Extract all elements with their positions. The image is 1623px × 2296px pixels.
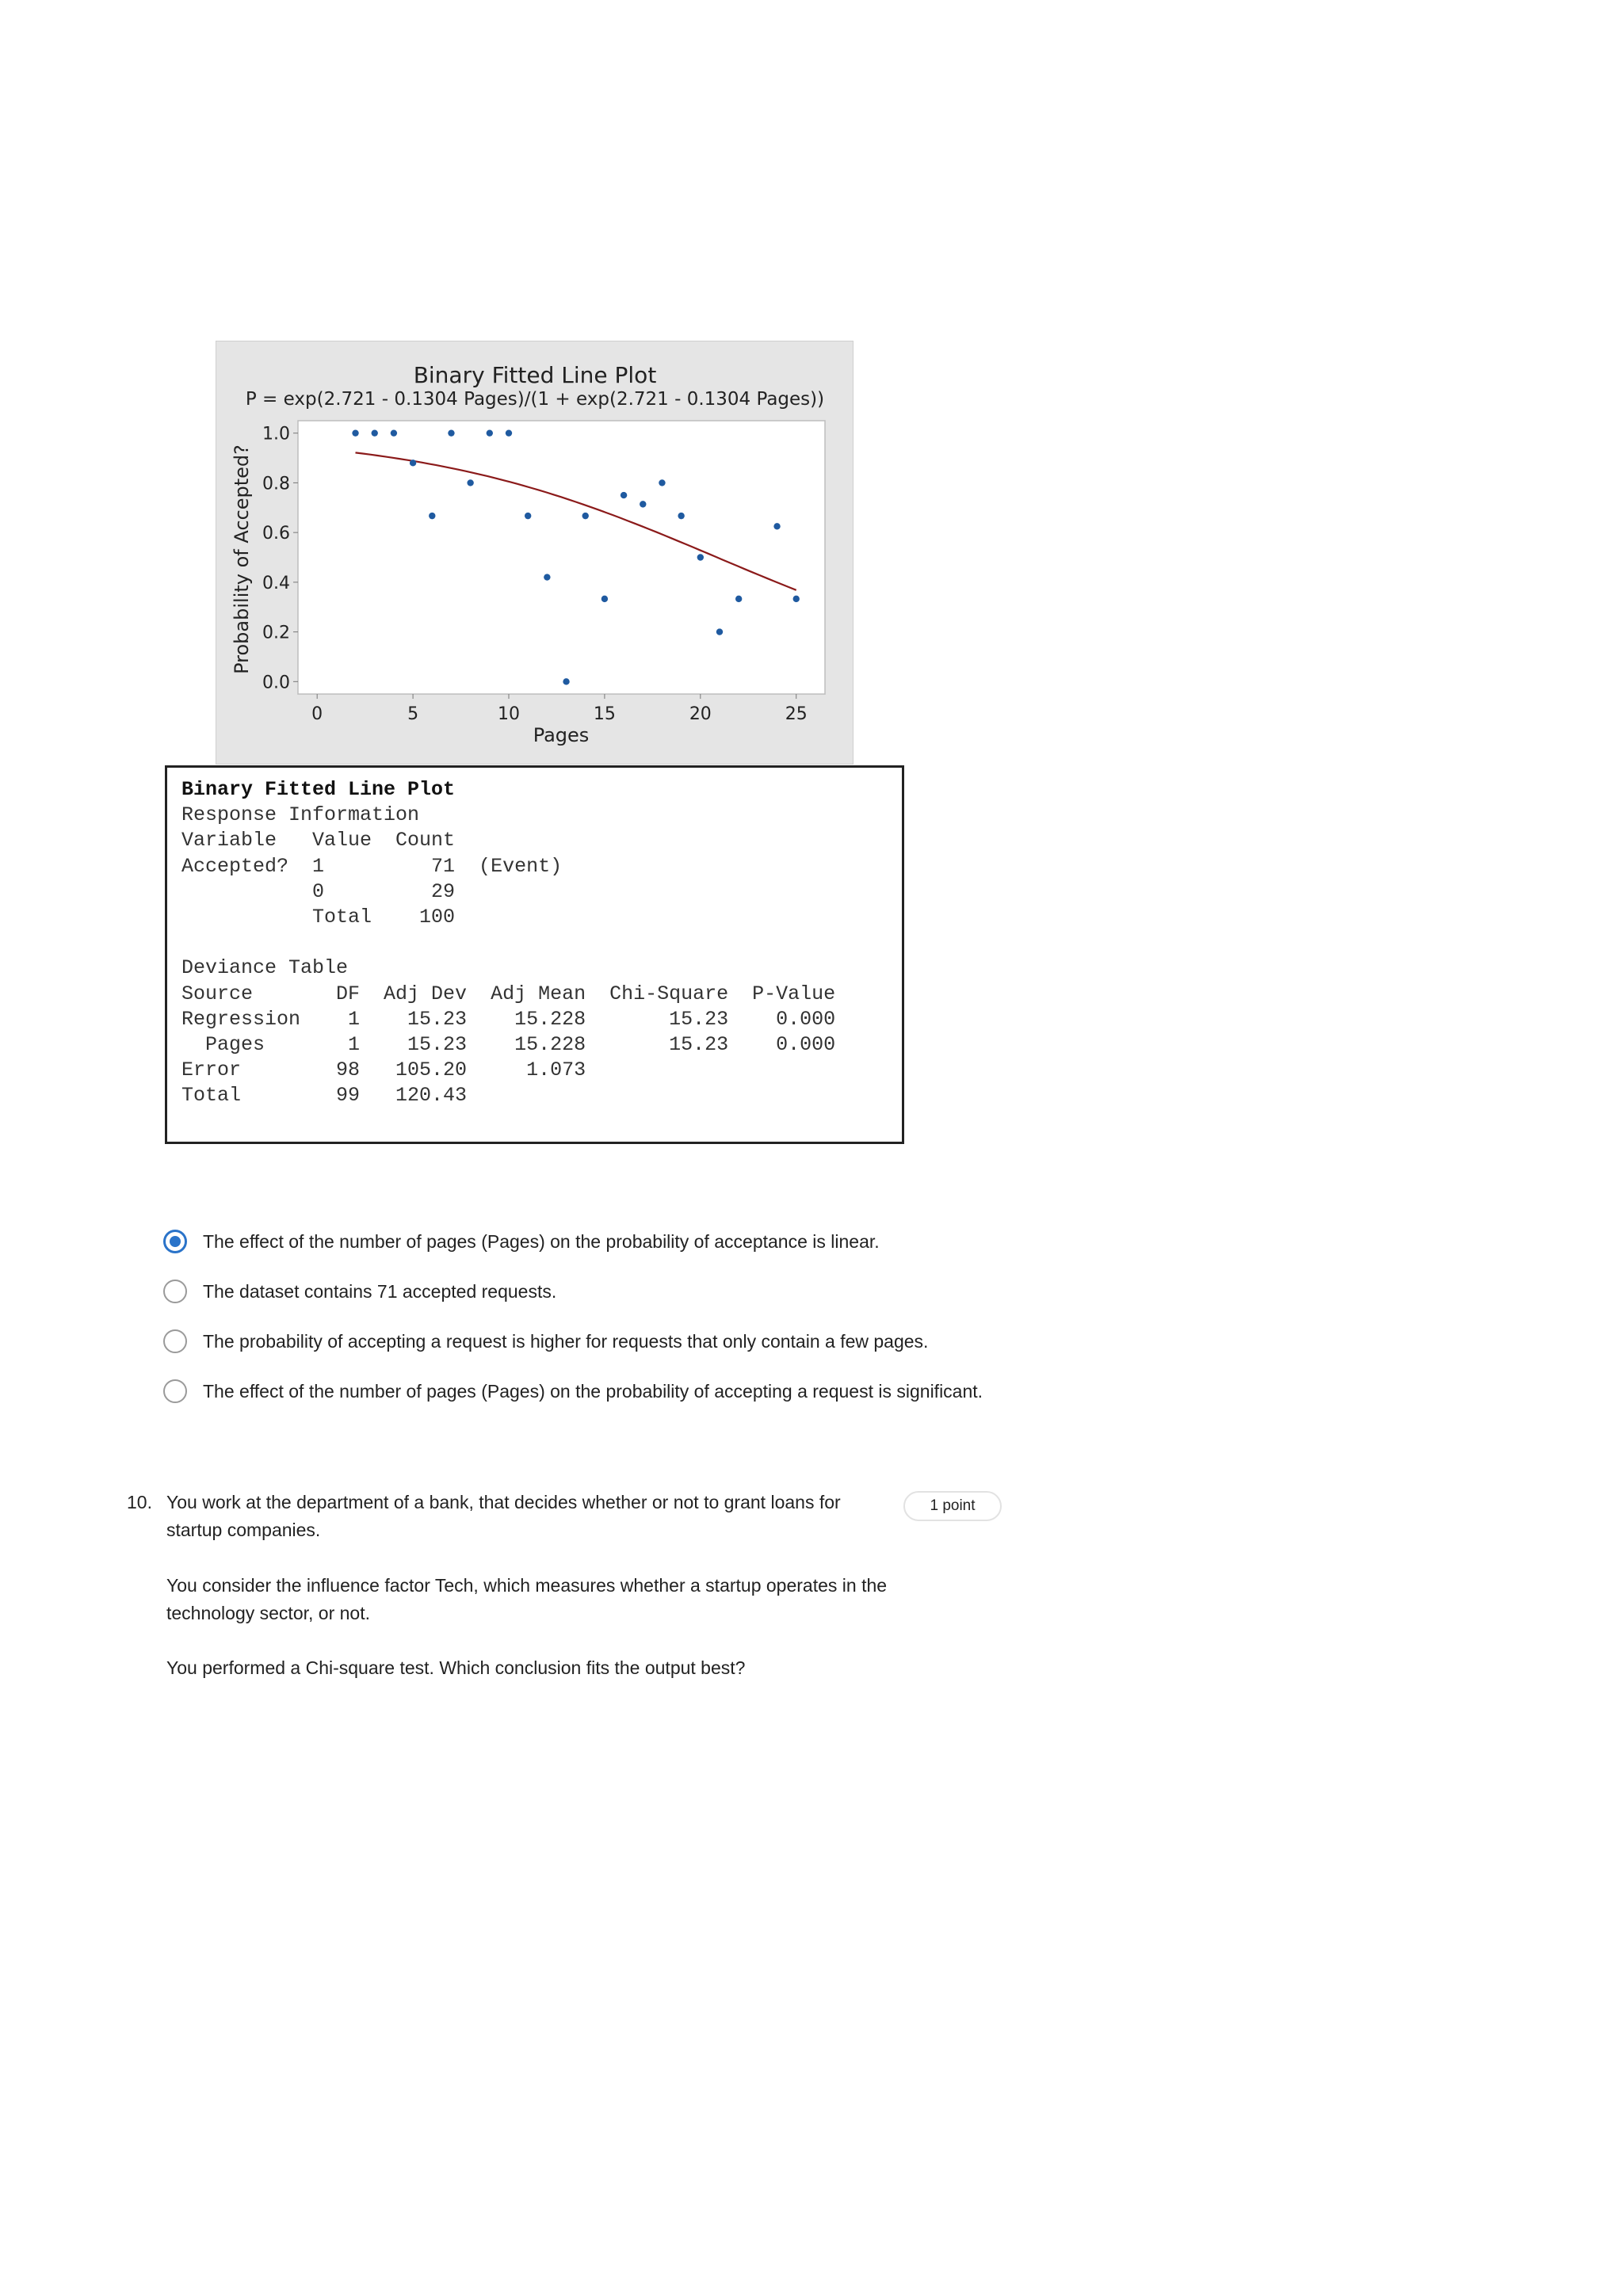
- radio-selected-icon[interactable]: [163, 1230, 187, 1253]
- x-tick-label: 25: [785, 704, 808, 724]
- data-point: [410, 460, 416, 466]
- question-text-line: You work at the department of a bank, that decides whether or not to grant loans for: [166, 1492, 841, 1512]
- question-text-line: You consider the influence factor Tech, which measures whether a startup operates in the: [166, 1575, 888, 1596]
- x-tick-label: 10: [498, 704, 520, 724]
- data-point: [563, 678, 569, 685]
- x-tick-label: 0: [311, 704, 323, 724]
- data-point: [735, 596, 742, 602]
- data-point: [659, 479, 665, 486]
- answer-option-3[interactable]: [163, 1325, 928, 1357]
- data-point: [716, 628, 723, 635]
- plot-area: [298, 421, 825, 694]
- data-point: [352, 429, 358, 436]
- data-point: [582, 513, 589, 519]
- output-text: [181, 777, 835, 1109]
- answer-option-2[interactable]: [163, 1276, 556, 1307]
- question-text-line: startup companies.: [166, 1520, 321, 1540]
- data-point: [467, 479, 473, 486]
- points-badge: 1 point: [903, 1491, 1002, 1521]
- x-tick-label: 20: [689, 704, 712, 724]
- data-point: [448, 429, 454, 436]
- x-axis-ticks: [311, 694, 808, 724]
- data-point: [544, 574, 550, 580]
- x-axis-label: Pages: [533, 724, 590, 746]
- y-tick-label: 0.6: [262, 524, 290, 544]
- data-point: [506, 429, 512, 436]
- y-axis-label: Probability of Accepted?: [231, 444, 253, 674]
- chart-subtitle: P = exp(2.721 - 0.1304 Pages)/(1 + exp(2.721 - 0.1304 Pages)): [245, 389, 825, 410]
- answer-option-4[interactable]: [163, 1375, 983, 1407]
- x-tick-label: 5: [407, 704, 419, 724]
- data-point: [678, 513, 684, 519]
- radio-icon[interactable]: [163, 1329, 187, 1353]
- chart-canvas: [216, 341, 854, 765]
- answer-option-label: The dataset contains 71 accepted requests.: [203, 1280, 557, 1302]
- data-point: [487, 429, 493, 436]
- question-text-line: technology sector, or not.: [166, 1603, 370, 1623]
- y-tick-label: 0.4: [262, 573, 290, 593]
- answer-option-label: The effect of the number of pages (Pages) on the probability of acceptance is linear.: [203, 1230, 880, 1252]
- output-body: Response Information Variable Value Count Accepted? 1 71 (Event) 0 29 Total 100 Deviance Table Source DF Adj Dev Adj Mean Chi-Square P-Value Regression 1 15.23 15.228 15.23 0.000 Pages 1 15.23 15.228 15.23 0.000 Error 98 105.20 1.073 Total 99 120.43: [181, 803, 836, 1108]
- data-point: [525, 513, 531, 519]
- data-point: [372, 429, 378, 436]
- answer-option-1[interactable]: [163, 1226, 880, 1257]
- radio-icon[interactable]: [163, 1280, 187, 1303]
- question-paragraph-3: You performed a Chi-square test. Which conclusion fits the output best?: [166, 1657, 746, 1678]
- radio-icon[interactable]: [163, 1379, 187, 1403]
- output-title: Binary Fitted Line Plot: [181, 778, 456, 801]
- answer-option-label: The effect of the number of pages (Pages) on the probability of accepting a request is significant.: [203, 1380, 983, 1402]
- data-point: [793, 596, 800, 602]
- y-tick-label: 0.0: [262, 673, 290, 693]
- y-axis-ticks: [262, 425, 298, 693]
- question-paragraph-2: [166, 1572, 911, 1627]
- answer-option-label: The probability of accepting a request is higher for requests that only contain a few pages.: [203, 1330, 929, 1352]
- question-paragraph-1: [166, 1489, 911, 1544]
- x-tick-label: 15: [593, 704, 616, 724]
- y-tick-label: 0.8: [262, 474, 290, 494]
- y-tick-label: 1.0: [262, 424, 290, 444]
- data-point: [773, 523, 780, 529]
- data-point: [601, 596, 608, 602]
- binary-fitted-line-plot-chart: [216, 341, 854, 765]
- chart-title: Binary Fitted Line Plot: [413, 362, 657, 388]
- data-point: [391, 429, 397, 436]
- question-number: 10.: [127, 1492, 152, 1512]
- data-point: [429, 513, 435, 519]
- data-point: [621, 492, 627, 498]
- minitab-output-box: [165, 765, 904, 1144]
- y-tick-label: 0.2: [262, 623, 290, 643]
- data-point: [640, 501, 646, 507]
- data-point: [697, 554, 704, 560]
